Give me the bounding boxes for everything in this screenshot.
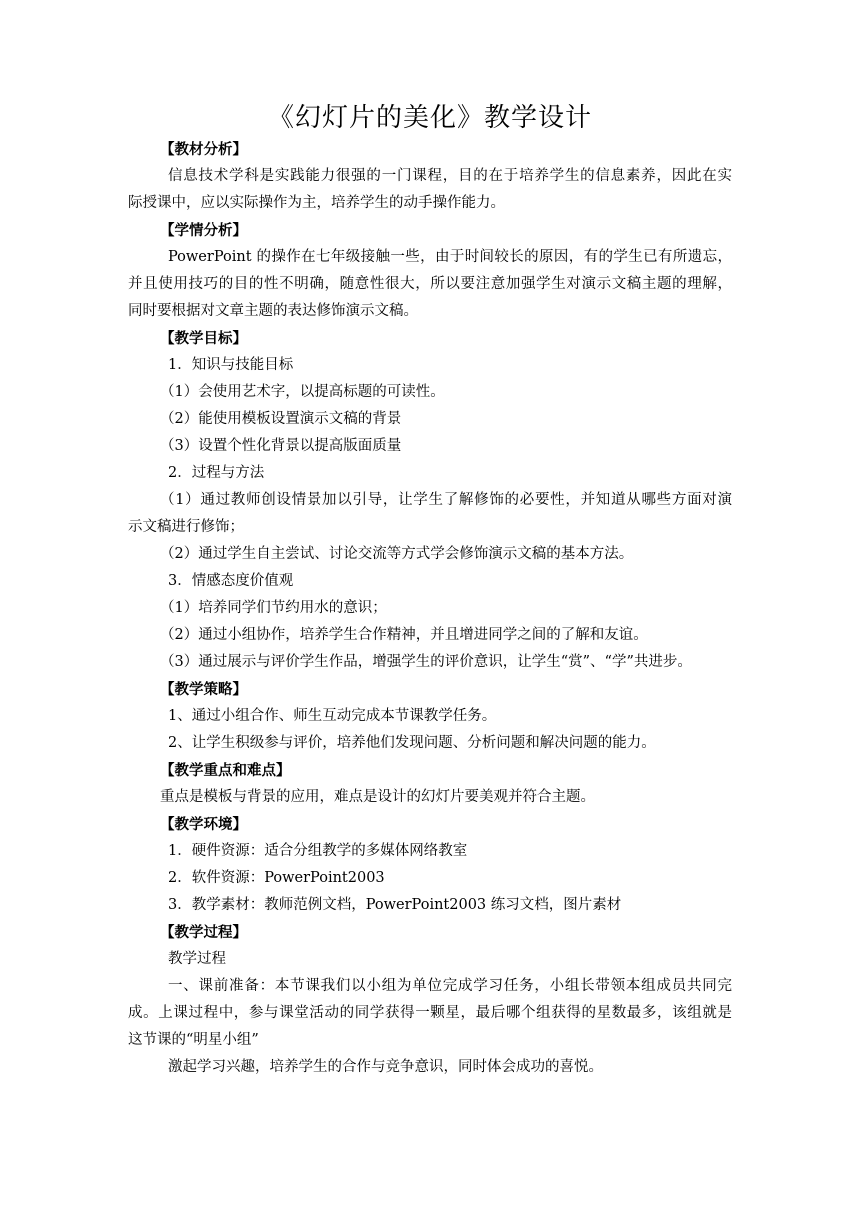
- heading-student-analysis: 【学情分析】: [160, 222, 247, 239]
- goals-line-1: 1．知识与技能目标: [168, 357, 294, 373]
- students-line-3: 同时要根据对文章主题的表达修饰演示文稿。: [128, 303, 418, 319]
- goals-line-12: （3）通过展示与评价学生作品，增强学生的评价意识，让学生“赏”、“学”共进步。: [160, 654, 692, 670]
- heading-teaching-environment: 【教学环境】: [160, 816, 247, 833]
- heading-teaching-strategy: 【教学策略】: [160, 681, 247, 698]
- process-line-5: 激起学习兴趣，培养学生的合作与竞争意识，同时体会成功的喜悦。: [168, 1059, 603, 1075]
- goals-line-7: 示文稿进行修饰；: [128, 519, 244, 535]
- heading-key-points: 【教学重点和难点】: [160, 762, 291, 779]
- goals-line-6: （1）通过教师创设情景加以引导，让学生了解修饰的必要性，并知道从哪些方面对演: [160, 492, 732, 508]
- process-line-1: 教学过程: [168, 951, 226, 967]
- students-line-1: PowerPoint 的操作在七年级接触一些，由于时间较长的原因，有的学生已有所遗忘，: [168, 249, 732, 265]
- strategy-line-1: 1、通过小组合作、师生互动完成本节课教学任务。: [168, 708, 497, 724]
- process-line-2: 一、课前准备：本节课我们以小组为单位完成学习任务，小组长带领本组成员共同完: [168, 978, 732, 994]
- goals-line-2: （1）会使用艺术字，以提高标题的可读性。: [160, 384, 445, 400]
- goals-line-5: 2．过程与方法: [168, 465, 265, 481]
- document-title: 《幻灯片的美化》教学设计: [267, 103, 592, 133]
- strategy-line-2: 2、让学生积级参与评价，培养他们发现问题、分析问题和解决问题的能力。: [168, 735, 656, 751]
- environment-line-2: 2．软件资源：PowerPoint2003: [168, 870, 385, 886]
- keypoints-line-1: 重点是模板与背景的应用，难点是设计的幻灯片要美观并符合主题。: [160, 789, 595, 805]
- environment-line-3: 3．教学素材：教师范例文档，PowerPoint2003 练习文档，图片素材: [168, 897, 622, 913]
- goals-line-8: （2）通过学生自主尝试、讨论交流等方式学会修饰演示文稿的基本方法。: [160, 546, 634, 562]
- material-line-1: 信息技术学科是实践能力很强的一门课程，目的在于培养学生的信息素养，因此在实: [168, 168, 732, 184]
- goals-line-10: （1）培养同学们节约用水的意识；: [160, 600, 387, 616]
- heading-teaching-goals: 【教学目标】: [160, 330, 247, 347]
- goals-line-9: 3．情感态度价值观: [168, 573, 294, 589]
- document-body: [128, 136, 732, 1081]
- goals-line-11: （2）通过小组协作，培养学生合作精神，并且增进同学之间的了解和友谊。: [160, 627, 648, 643]
- process-line-4: 这节课的“明星小组”: [128, 1032, 259, 1048]
- heading-material-analysis: 【教材分析】: [160, 141, 247, 158]
- process-line-3: 成。上课过程中，参与课堂活动的同学获得一颗星，最后哪个组获得的星数最多，该组就是: [128, 1005, 732, 1021]
- material-line-2: 际授课中，应以实际操作为主，培养学生的动手操作能力。: [128, 195, 505, 211]
- goals-line-4: （3）设置个性化背景以提高版面质量: [160, 438, 402, 454]
- heading-teaching-process: 【教学过程】: [160, 924, 247, 941]
- goals-line-3: （2）能使用模板设置演示文稿的背景: [160, 411, 402, 427]
- students-line-2: 并且使用技巧的目的性不明确，随意性很大，所以要注意加强学生对演示文稿主题的理解，: [128, 276, 732, 292]
- environment-line-1: 1．硬件资源：适合分组教学的多媒体网络教室: [168, 843, 468, 859]
